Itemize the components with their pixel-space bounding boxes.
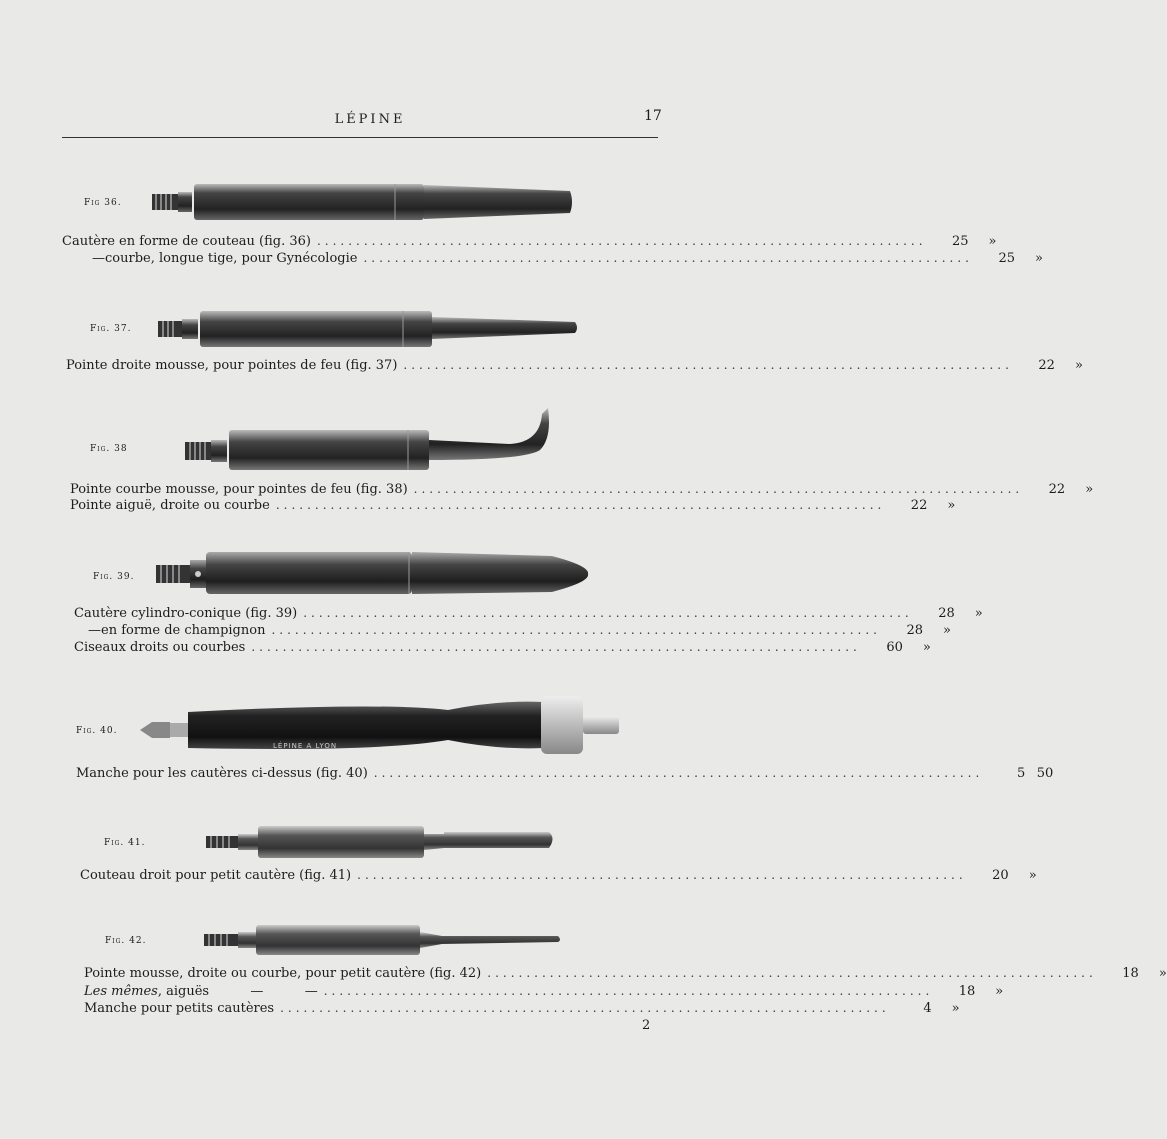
fig-42-label: Fig. 42.	[105, 936, 147, 946]
fig-38-label: Fig. 38	[90, 444, 128, 454]
price-line: Manche pour petits cautères .............................................................................. 4 »	[84, 1001, 960, 1016]
fig-37-blunt-point-illustration	[155, 308, 580, 350]
fig-36-label: Fig 36.	[84, 198, 122, 208]
header-rule	[62, 137, 658, 138]
price-line: Pointe mousse, droite ou courbe, pour petit cautère (fig. 42) .............................................................................. 18 »	[84, 966, 1167, 981]
fig-39-label: Fig. 39.	[93, 572, 135, 582]
price-line: — en forme de champignon .............................................................................. 28 »	[88, 623, 951, 638]
fig-39-cylindro-conical-illustration	[152, 548, 592, 598]
price-line: Pointe courbe mousse, pour pointes de feu (fig. 38) .............................................................................. 22 »	[70, 482, 1094, 497]
price-line: Cautère en forme de couteau (fig. 36) .............................................................................. 25 »	[62, 234, 997, 249]
price-line: Couteau droit pour petit cautère (fig. 41) .............................................................................. 20 »	[80, 868, 1037, 883]
price-line: Pointe droite mousse, pour pointes de feu (fig. 37) .............................................................................. 22 »	[66, 358, 1083, 373]
page-header-title: LÉPINE	[334, 112, 406, 127]
price-line: Les mêmes, aiguës — — .............................................................................. 18 »	[84, 984, 1004, 999]
price-line: Ciseaux droits ou courbes .............................................................................. 60 »	[74, 640, 931, 655]
fig-37-label: Fig. 37.	[90, 324, 132, 334]
fig-40-handle-illustration	[138, 690, 623, 760]
fig-42-small-point-illustration	[202, 922, 564, 958]
price-line: Cautère cylindro-conique (fig. 39) .............................................................................. 28 »	[74, 606, 983, 621]
page-number: 17	[644, 108, 662, 124]
fig-38-curved-point-illustration	[180, 404, 555, 474]
price-line: — courbe, longue tige, pour Gynécologie .............................................................................. 25 »	[92, 251, 1043, 266]
signature-mark: 2	[642, 1018, 651, 1033]
fig-36-cautery-knife-illustration	[150, 180, 575, 226]
fig-40-label: Fig. 40.	[76, 726, 118, 736]
fig-41-label: Fig. 41.	[104, 838, 146, 848]
price-line: Manche pour les cautères ci-dessus (fig. 40) .............................................................................. 5 50	[76, 766, 1054, 781]
fig-41-small-knife-illustration	[204, 822, 558, 862]
fig-40-engraving: LÉPINE A LYON	[273, 742, 338, 750]
price-line: Pointe aiguë, droite ou courbe .............................................................................. 22 »	[70, 498, 956, 513]
